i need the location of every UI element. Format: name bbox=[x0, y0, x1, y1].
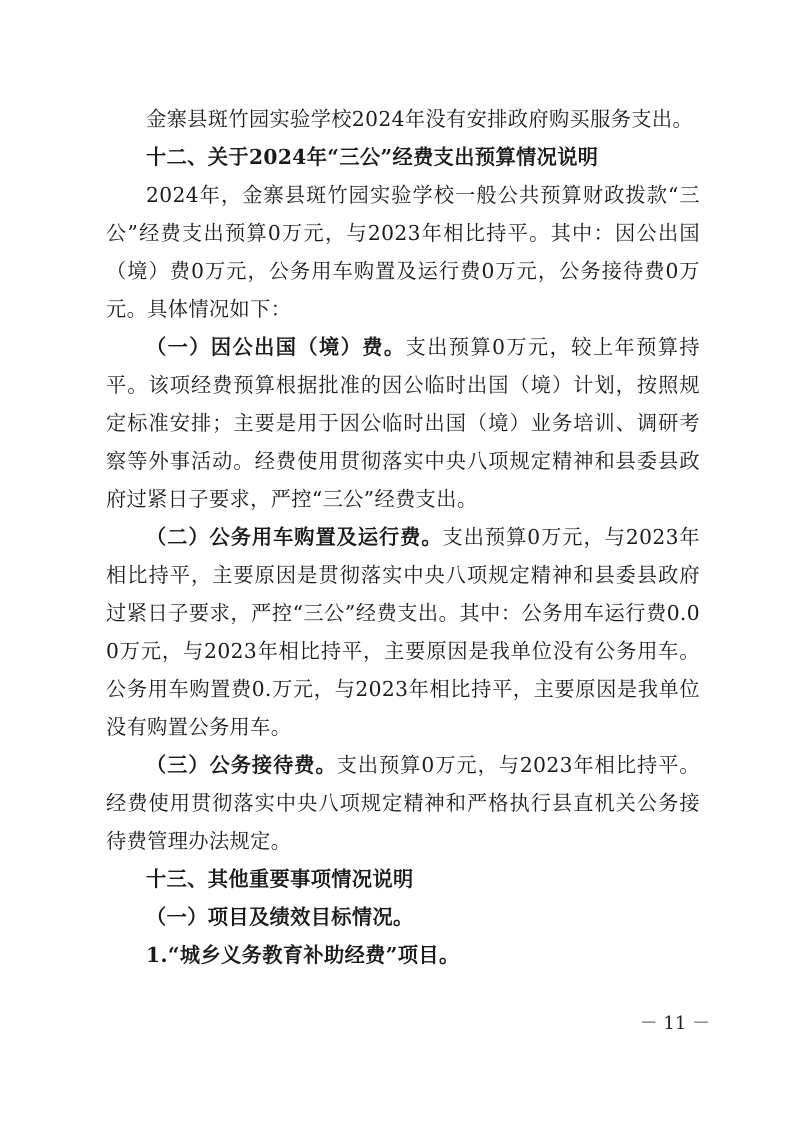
page-number: － 11 － bbox=[639, 1013, 710, 1034]
text-official-vehicles: 支出预算0万元，与2023年相比持平，主要原因是贯彻落实中央八项规定精神和县委县政府过紧日子要求，严控“三公”经费支出。其中：公务用车运行费0.00万元，与2023年相比持平，主要原因是我单位没有公务用车。公务用车购置费0.万元，与2023年相比持平，主要原因是我单位没有购置公务用车。 bbox=[106, 525, 700, 739]
document-body bbox=[106, 100, 700, 974]
section-heading-12: 十二、关于2024年“三公”经费支出预算情况说明 bbox=[146, 145, 599, 169]
subheading-official-reception: （三）公务接待费。 bbox=[146, 753, 337, 777]
paragraph-purchase-services: 金寨县斑竹园实验学校2024年没有安排政府购买服务支出。 bbox=[146, 107, 694, 131]
subheading-project-1: 1.“城乡义务教育补助经费”项目。 bbox=[146, 943, 460, 967]
text-overseas-travel: 支出预算0万元，较上年预算持平。该项经费预算根据批准的因公临时出国（境）计划，按照规定标准安排；主要是用于因公临时出国（境）业务培训、调研考察等外事活动。经费使用贯彻落实中央八项规定精神和县委县政府过紧日子要求，严控“三公”经费支出。 bbox=[106, 335, 700, 511]
subheading-projects-goals: （一）项目及绩效目标情况。 bbox=[146, 905, 414, 929]
section-heading-13: 十三、其他重要事项情况说明 bbox=[146, 867, 414, 891]
paragraph-overseas-travel bbox=[106, 328, 700, 518]
subheading-official-vehicles: （二）公务用车购置及运行费。 bbox=[146, 525, 443, 549]
subheading-overseas-travel: （一）因公出国（境）费。 bbox=[146, 335, 406, 359]
paragraph-official-vehicles bbox=[106, 518, 700, 746]
text-official-reception: 支出预算0万元，与2023年相比持平。经费使用贯彻落实中央八项规定精神和严格执行县直机关公务接待费管理办法规定。 bbox=[106, 753, 700, 853]
paragraph-three-public-summary: 2024年，金寨县斑竹园实验学校一般公共预算财政拨款“三公”经费支出预算0万元，与2023年相比持平。其中：因公出国（境）费0万元，公务用车购置及运行费0万元，公务接待费0万元。具体情况如下： bbox=[106, 183, 700, 321]
paragraph-official-reception bbox=[106, 746, 700, 860]
